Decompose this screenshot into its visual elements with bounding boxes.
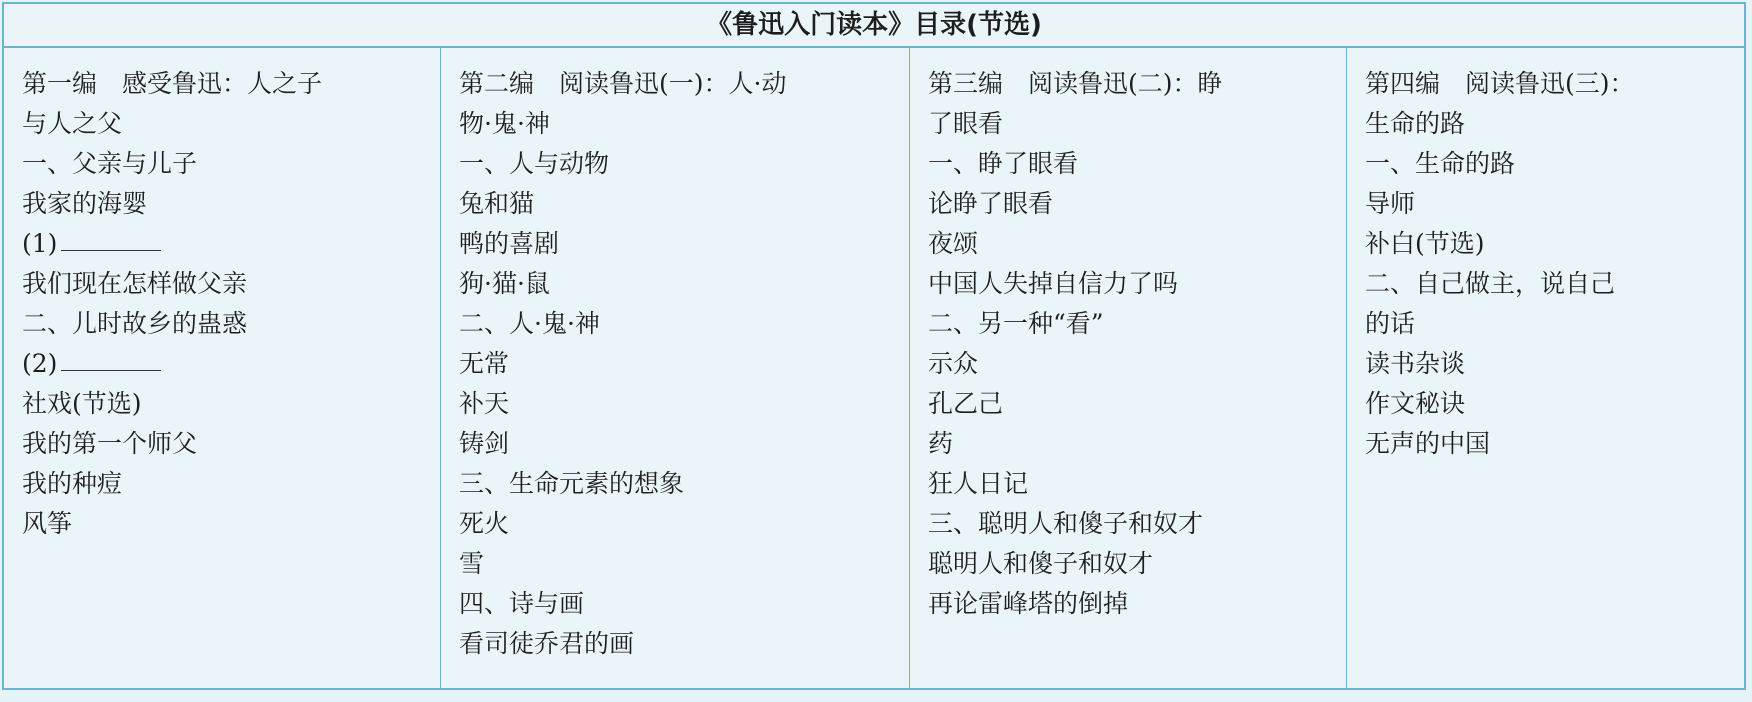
- toc-line: [459, 384, 909, 424]
- toc-line: [22, 504, 440, 544]
- toc-line: [22, 64, 440, 104]
- toc-table: [2, 2, 1746, 690]
- toc-line-text: 我的种痘: [22, 469, 123, 498]
- toc-line-text: 与人之父: [22, 109, 123, 138]
- toc-line: [928, 584, 1346, 624]
- toc-line: [928, 64, 1346, 104]
- toc-line-text: 看司徒乔君的画: [459, 629, 635, 658]
- toc-line-text: 我的第一个师父: [22, 429, 198, 458]
- toc-line-text: 论睁了眼看: [928, 189, 1054, 218]
- toc-line-text: 四、诗与画: [459, 589, 585, 618]
- column-part-2: [441, 48, 910, 690]
- toc-line: [22, 264, 440, 304]
- toc-line: [459, 144, 909, 184]
- toc-line: [1365, 304, 1744, 344]
- toc-line-text: 鸭的喜剧: [459, 229, 560, 258]
- toc-line-text: 社戏(节选): [22, 389, 142, 418]
- toc-line: [928, 384, 1346, 424]
- toc-line-text: 示众: [928, 349, 979, 378]
- toc-line: [1365, 64, 1744, 104]
- toc-line: [928, 344, 1346, 384]
- toc-line-text: 狂人日记: [928, 469, 1029, 498]
- toc-line: [459, 424, 909, 464]
- toc-line: [928, 144, 1346, 184]
- toc-line-text: 第二编 阅读鲁迅(一)：人·动: [459, 69, 787, 98]
- toc-line: [1365, 344, 1744, 384]
- toc-line: [1365, 184, 1744, 224]
- toc-line-text: 导师: [1365, 189, 1416, 218]
- toc-line: [928, 544, 1346, 584]
- toc-line-text: 第三编 阅读鲁迅(二)：睁: [928, 69, 1223, 98]
- toc-line: [459, 344, 909, 384]
- toc-line: [22, 464, 440, 504]
- toc-line-text: 孔乙己: [928, 389, 1004, 418]
- toc-line-text: (1): [22, 229, 58, 258]
- toc-line-text: 铸剑: [459, 429, 510, 458]
- toc-line-text: 聪明人和傻子和奴才: [928, 549, 1154, 578]
- toc-line-text: 的话: [1365, 309, 1416, 338]
- column-part-3: [910, 48, 1347, 690]
- toc-line-text: 风筝: [22, 509, 73, 538]
- toc-line-text: 一、生命的路: [1365, 149, 1516, 178]
- toc-line: [928, 104, 1346, 144]
- toc-line: [22, 384, 440, 424]
- toc-line: [459, 104, 909, 144]
- toc-line: [1365, 424, 1744, 464]
- toc-blank-line: [22, 344, 440, 384]
- toc-line-text: 狗·猫·鼠: [459, 269, 550, 298]
- toc-line-text: 我们现在怎样做父亲: [22, 269, 248, 298]
- toc-line-text: 二、另一种“看”: [928, 309, 1104, 338]
- columns-row: [4, 48, 1744, 690]
- toc-line: [459, 464, 909, 504]
- toc-line-text: 夜颂: [928, 229, 979, 258]
- toc-line-text: 死火: [459, 509, 510, 538]
- toc-line: [928, 224, 1346, 264]
- toc-line-text: 中国人失掉自信力了吗: [928, 269, 1179, 298]
- toc-line-text: 生命的路: [1365, 109, 1466, 138]
- toc-line-text: 无常: [459, 349, 510, 378]
- toc-line-text: 了眼看: [928, 109, 1004, 138]
- toc-line-text: 读书杂谈: [1365, 349, 1466, 378]
- toc-line-text: 补天: [459, 389, 510, 418]
- fill-in-blank: [61, 224, 161, 251]
- toc-line-text: 三、聪明人和傻子和奴才: [928, 509, 1204, 538]
- toc-line-text: 第一编 感受鲁迅：人之子: [22, 69, 323, 98]
- toc-line: [928, 424, 1346, 464]
- toc-line: [22, 424, 440, 464]
- toc-line-text: 三、生命元素的想象: [459, 469, 685, 498]
- toc-line-text: 无声的中国: [1365, 429, 1491, 458]
- toc-line-text: 一、人与动物: [459, 149, 610, 178]
- toc-line: [459, 304, 909, 344]
- toc-line: [928, 304, 1346, 344]
- toc-line: [22, 144, 440, 184]
- toc-line: [1365, 104, 1744, 144]
- toc-line: [928, 504, 1346, 544]
- toc-line-text: 物·鬼·神: [459, 109, 550, 138]
- fill-in-blank: [61, 344, 161, 371]
- toc-line-text: 作文秘诀: [1365, 389, 1466, 418]
- toc-line: [459, 64, 909, 104]
- toc-blank-line: [22, 224, 440, 264]
- toc-line-text: 雪: [459, 549, 485, 578]
- toc-line: [1365, 224, 1744, 264]
- toc-line: [459, 584, 909, 624]
- column-part-1: [4, 48, 441, 690]
- toc-line: [459, 184, 909, 224]
- column-part-4: [1347, 48, 1744, 690]
- toc-line-text: (2): [22, 349, 58, 378]
- toc-line: [22, 104, 440, 144]
- toc-line: [22, 304, 440, 344]
- toc-line-text: 二、人·鬼·神: [459, 309, 600, 338]
- toc-line-text: 二、儿时故乡的蛊惑: [22, 309, 248, 338]
- toc-line-text: 再论雷峰塔的倒掉: [928, 589, 1129, 618]
- toc-line: [459, 504, 909, 544]
- toc-line: [928, 184, 1346, 224]
- toc-line-text: 第四编 阅读鲁迅(三)：: [1365, 69, 1635, 98]
- toc-line-text: 我家的海婴: [22, 189, 148, 218]
- toc-line-text: 补白(节选): [1365, 229, 1485, 258]
- toc-line: [1365, 384, 1744, 424]
- toc-line-text: 一、睁了眼看: [928, 149, 1079, 178]
- toc-line: [928, 464, 1346, 504]
- toc-line-text: 一、父亲与儿子: [22, 149, 198, 178]
- toc-line-text: 药: [928, 429, 954, 458]
- toc-line: [928, 264, 1346, 304]
- toc-line-text: 二、自己做主，说自己: [1365, 269, 1616, 298]
- toc-line: [459, 624, 909, 664]
- table-title: 《鲁迅入门读本》目录(节选): [4, 4, 1744, 48]
- toc-line: [459, 224, 909, 264]
- toc-line: [1365, 264, 1744, 304]
- toc-line-text: 兔和猫: [459, 189, 535, 218]
- toc-line: [459, 264, 909, 304]
- toc-line: [22, 184, 440, 224]
- toc-line: [1365, 144, 1744, 184]
- toc-line: [459, 544, 909, 584]
